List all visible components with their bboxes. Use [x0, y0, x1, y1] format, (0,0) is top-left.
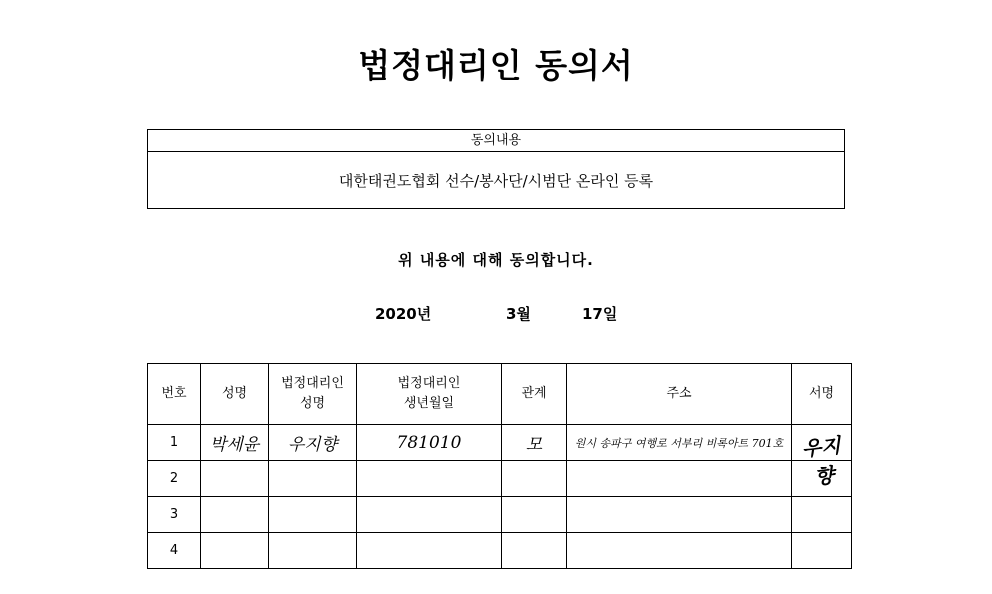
cell-guardian — [269, 425, 357, 461]
header-guardian-birth-line2: 생년월일 — [403, 396, 455, 411]
table-row — [148, 461, 852, 497]
cell-relation — [502, 533, 567, 569]
cell-relation — [502, 425, 567, 461]
cell-birth — [357, 497, 502, 533]
cell-no: 2 — [148, 461, 201, 497]
consent-header: 동의내용 — [148, 130, 844, 152]
date-month: 3월 — [506, 305, 531, 323]
table-row — [148, 497, 852, 533]
handwritten-signature: 우지향 — [800, 433, 842, 489]
header-no: 번호 — [148, 364, 201, 425]
cell-signature — [792, 497, 852, 533]
cell-birth — [357, 533, 502, 569]
header-relation: 관계 — [502, 364, 567, 425]
cell-no: 1 — [148, 425, 201, 461]
consent-body: 대한태권도협회 선수/봉사단/시범단 온라인 등록 — [338, 172, 654, 190]
cell-name — [201, 497, 269, 533]
handwritten-birth: 781010 — [396, 432, 462, 453]
agree-statement: 위 내용에 대해 동의합니다. — [398, 251, 594, 269]
cell-address — [567, 461, 792, 497]
table-header-row — [148, 364, 852, 425]
header-guardian-birth-line1: 법정대리인 — [397, 376, 461, 391]
cell-guardian — [269, 461, 357, 497]
handwritten-guardian: 우지향 — [287, 435, 338, 455]
cell-no: 3 — [148, 497, 201, 533]
cell-signature — [792, 425, 852, 489]
cell-guardian — [269, 533, 357, 569]
cell-address — [567, 533, 792, 569]
date-day: 17일 — [582, 305, 618, 323]
cell-relation — [502, 497, 567, 533]
cell-signature — [792, 533, 852, 569]
header-guardian-birth — [357, 364, 502, 425]
cell-relation — [502, 461, 567, 497]
consent-content-box — [147, 129, 845, 209]
date-year: 2020년 — [375, 305, 432, 323]
header-guardian-name-line1: 법정대리인 — [281, 376, 344, 391]
handwritten-name: 박세윤 — [209, 435, 260, 455]
cell-address — [567, 497, 792, 533]
header-guardian-name-line2: 성명 — [299, 396, 326, 411]
cell-name — [201, 533, 269, 569]
table-row — [148, 425, 852, 461]
header-name: 성명 — [201, 364, 269, 425]
header-address: 주소 — [567, 364, 792, 425]
cell-name — [201, 425, 269, 461]
cell-name — [201, 461, 269, 497]
header-guardian-name — [269, 364, 357, 425]
cell-address — [567, 425, 792, 461]
guardian-table — [147, 363, 852, 569]
cell-guardian — [269, 497, 357, 533]
cell-birth — [357, 425, 502, 461]
cell-birth — [357, 461, 502, 497]
handwritten-address: 원시 송파구 여행로 서부리 비록아트 701호 — [574, 436, 784, 450]
header-signature: 서명 — [792, 364, 852, 425]
cell-no: 4 — [148, 533, 201, 569]
handwritten-relation: 모 — [525, 435, 543, 455]
document-title: 법정대리인 동의서 — [358, 46, 634, 85]
table-row — [148, 533, 852, 569]
